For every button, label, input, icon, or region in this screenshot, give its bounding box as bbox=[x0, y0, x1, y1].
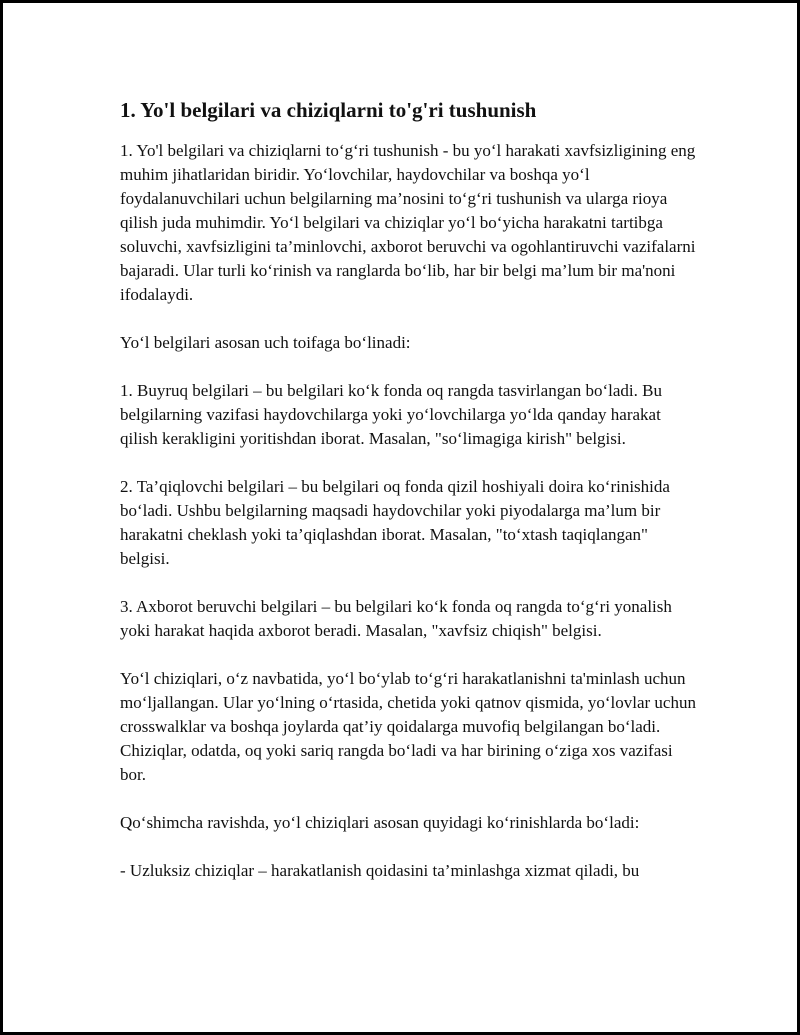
paragraph-intro: 1. Yo'l belgilari va chiziqlarni to‘g‘ri tushunish - bu yo‘l harakati xavfsizligining eng muhim jihatlaridan biridir. Yo‘lovchilar, haydovchilar va boshqa yo‘l foydalanuvchilari uchun belgilarning ma’nosini to‘g‘ri tushunish va ularga rioya qilish juda muhimdir. Yo‘l belgilari va chiziqlar yo‘l bo‘yicha harakatni tartibga soluvchi, xavfsizligini ta’minlovchi, axborot beruvchi va ogohlantiruvchi vazifalarni bajaradi. Ular turli ko‘rinish va ranglarda bo‘lib, har bir belgi ma’lum bir ma'noni ifodalaydi. bbox=[120, 141, 696, 304]
paragraph-road-lines: Yo‘l chiziqlari, o‘z navbatida, yo‘l bo‘ylab to‘g‘ri harakatlanishni ta'minlash uchun mo‘ljallangan. Ular yo‘lning o‘rtasida, chetida yoki qatnov qismida, yo‘lovlar uchun crosswalklar va boshqa joylarda qat’iy qoidalarga muvofiq belgilangan bo‘ladi. Chiziqlar, odatda, oq yoki sariq rangda bo‘ladi va har birining o‘ziga xos vazifasi bor. bbox=[120, 669, 696, 784]
paragraph-information-signs: 3. Axborot beruvchi belgilari – bu belgilari ko‘k fonda oq rangda to‘g‘ri yonalish yoki harakat haqida axborot beradi. Masalan, "xavfsiz chiqish" belgisi. bbox=[120, 597, 672, 640]
paragraph-sign-categories: Yo‘l belgilari asosan uch toifaga bo‘linadi: bbox=[120, 333, 411, 352]
paragraph-solid-lines: - Uzluksiz chiziqlar – harakatlanish qoidasini ta’minlashga xizmat qiladi, bu bbox=[120, 861, 640, 880]
paragraph-mandatory-signs: 1. Buyruq belgilari – bu belgilari ko‘k fonda oq rangda tasvirlangan bo‘ladi. Bu belgilarning vazifasi haydovchilarga yoki yo‘lovchilarga yo‘lda qanday harakat qilish kerakligini yoritishdan iborat. Masalan, "so‘limagiga kirish" belgisi. bbox=[120, 381, 662, 448]
document-body bbox=[120, 96, 700, 907]
document-title: 1. Yo'l belgilari va chiziqlarni to'g'ri tushunish bbox=[120, 98, 537, 122]
paragraph-prohibitory-signs: 2. Ta’qiqlovchi belgilari – bu belgilari oq fonda qizil hoshiyali doira ko‘rinishida bo‘ladi. Ushbu belgilarning maqsadi haydovchilar yoki piyodalarga ma’lum bir harakatni cheklash yoki ta’qiqlashdan iborat. Masalan, "to‘xtash taqiqlangan" belgisi. bbox=[120, 477, 670, 568]
paragraph-line-types: Qo‘shimcha ravishda, yo‘l chiziqlari asosan quyidagi ko‘rinishlarda bo‘ladi: bbox=[120, 813, 640, 832]
